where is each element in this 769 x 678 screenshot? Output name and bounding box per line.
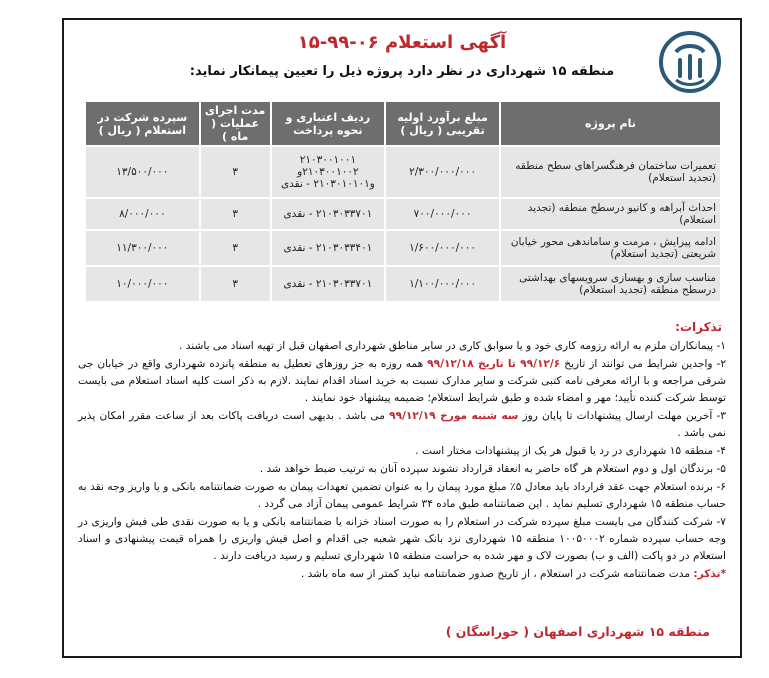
cell-project-name: مناسب سازی و بهسازی سرویسهای بهداشتی درسطح منطقه (تجدید استعلام) <box>501 267 720 301</box>
municipality-logo-icon <box>658 30 722 94</box>
cell-budget-line: ۲۱۰۳۰۳۳۴۰۱ - نقدی <box>272 231 385 265</box>
cell-budget-line <box>272 147 385 197</box>
cell-deposit: ۱۳/۵۰۰/۰۰۰ <box>86 147 199 197</box>
note-4: ۴- منطقه ۱۵ شهرداری در رد یا قبول هر یک از پیشنهادات مختار است . <box>415 445 726 457</box>
cell-duration: ۳ <box>201 199 270 229</box>
cell-estimate: ۲/۳۰۰/۰۰۰/۰۰۰ <box>386 147 499 197</box>
advertisement-frame <box>62 18 742 658</box>
notes-list <box>78 338 726 584</box>
note-3 <box>78 408 726 442</box>
table-row <box>86 199 720 229</box>
col-deposit: سپرده شرکت در استعلام ( ریال ) <box>86 102 199 145</box>
cell-duration: ۳ <box>201 147 270 197</box>
signature: منطقه ۱۵ شهرداری اصفهان ( خوراسگان ) <box>445 624 710 639</box>
note-3-text-a: ۳- آخرین مهلت ارسال پیشنهادات تا پایان روز <box>522 410 726 422</box>
cell-project-name: تعمیرات ساختمان فرهنگسراهای سطح منطقه (تجدید استعلام) <box>501 147 720 197</box>
cell-deposit: ۸/۰۰۰/۰۰۰ <box>86 199 199 229</box>
budget-line-3: و۲۱۰۳۰۱۰۱۰۱ - نقدی <box>280 178 375 190</box>
reminder-text: مدت ضمانتنامه شرکت در استعلام ، از تاریخ صدور ضمانتنامه نباید کمتر از سه ماه باشد . <box>300 568 690 580</box>
cell-budget-line: ۲۱۰۳۰۳۳۷۰۱ - نقدی <box>272 199 385 229</box>
cell-estimate: ۷۰۰/۰۰۰/۰۰۰ <box>386 199 499 229</box>
note-2-text-a: ۲- واجدین شرایط می توانند از تاریخ <box>564 358 727 370</box>
note-2 <box>78 356 726 407</box>
notes-heading: تذکرات: <box>675 320 722 334</box>
ad-title: آگهی استعلام ۰۶-۹۹-۱۵ <box>297 32 507 53</box>
cell-project-name: احداث آبراهه و کانیو درسطح منطقه (تجدید استعلام) <box>501 199 720 229</box>
cell-deposit: ۱۱/۳۰۰/۰۰۰ <box>86 231 199 265</box>
cell-deposit: ۱۰/۰۰۰/۰۰۰ <box>86 267 199 301</box>
note-2-dates: ۹۹/۱۲/۶ تا تاریخ ۹۹/۱۲/۱۸ <box>427 358 561 370</box>
col-budget-line: ردیف اعتباری و نحوه پرداخت <box>272 102 385 145</box>
note-5: ۵- برندگان اول و دوم استعلام هر گاه حاضر به انعقاد قرارداد نشوند سپرده آنان به ترتیب ضبط خواهد شد . <box>259 463 726 475</box>
note-3-text-b: می باشد . بدیهی است دریافت پاکات بعد از ساعت مقرر امکان پذیر نمی باشد . <box>78 410 726 439</box>
cell-duration: ۳ <box>201 267 270 301</box>
table-header-row <box>86 102 720 145</box>
note-1: ۱- پیمانکاران ملزم به ارائه رزومه کاری خود و یا سوابق کاری در سایر مناطق شهرداری اصفهان قبل از تهیه اسناد می باشند . <box>178 340 726 352</box>
cell-estimate: ۱/۶۰۰/۰۰۰/۰۰۰ <box>386 231 499 265</box>
cell-budget-line: ۲۱۰۳۰۳۳۷۰۱ - نقدی <box>272 267 385 301</box>
cell-estimate: ۱/۱۰۰/۰۰۰/۰۰۰ <box>386 267 499 301</box>
col-project-name: نام پروژه <box>501 102 720 145</box>
cell-project-name: ادامه پیرایش ، مرمت و ساماندهی محور خیابان شریعتی (تجدید استعلام) <box>501 231 720 265</box>
cell-duration: ۳ <box>201 231 270 265</box>
note-3-deadline: سه شنبه مورخ ۹۹/۱۲/۱۹ <box>389 410 519 422</box>
table-row <box>86 267 720 301</box>
budget-line-2: ۲۱۰۳۰۰۱۰۰۲و <box>297 166 359 178</box>
reminder-note <box>78 566 726 583</box>
projects-table <box>84 100 722 303</box>
ad-subtitle: منطقه ۱۵ شهرداری در نظر دارد پروژه ذیل را تعیین پیمانکار نماید: <box>189 64 615 79</box>
col-estimate: مبلغ برآورد اولیه تقریبی ( ریال ) <box>386 102 499 145</box>
budget-line-1: ۲۱۰۳۰۰۱۰۰۱ <box>299 154 357 166</box>
table-row <box>86 147 720 197</box>
table-row <box>86 231 720 265</box>
reminder-label: *تذکر: <box>693 568 726 580</box>
note-7: ۷- شرکت کنندگان می بایست مبلغ سپرده شرکت در استعلام را به صورت اسناد خزانه یا ضمانتنامه بانکی و یا به صورت نقدی طی فیش واریزی در وجه حساب سپرده شماره ۱۰۰۵۰۰۰۲ منطقه ۱۵ شهرداری نزد بانک شهر شعبه جی اقدام و اصل فیش واریزی را همراه قیمت پیشنهادی و اسناد استعلام در دو پاکت (الف و ب) بصورت لاک و مهر شده به حراست منطقه ۱۵ شهرداری تسلیم و رسید دریافت دارند . <box>78 516 726 562</box>
note-6: ۶- برنده استعلام جهت عقد قرارداد باید معادل ۵٪ مبلغ مورد پیمان را به عنوان تضمین تعهدات پیمان به صورت ضمانتنامه بانکی و یا واریز وجه نقد به حساب منطقه ۱۵ شهرداری تسلیم نماید . این ضمانتنامه طبق ماده ۳۴ شرایط عمومی پیمان آزاد می گردد . <box>78 481 726 510</box>
note-2-text-b: همه روزه به جز روزهای تعطیل به منطقه پانزده شهرداری واقع در خیابان جی شرقی مراجعه و با ارائه معرفی نامه کتبی شرکت و سایر مدارک نسبت به خرید اسناد اقدام نمایند .لازم به ذکر است کلیه اسناد استعلام می بایست توسط شرکت کننده تأیید؛ مهر و امضاء شده و طبق شرایط استعلام؛ ضمیمه پیشنهاد خود نمایند . <box>78 358 726 404</box>
col-duration: مدت اجرای عملیات ( ماه ) <box>201 102 270 145</box>
